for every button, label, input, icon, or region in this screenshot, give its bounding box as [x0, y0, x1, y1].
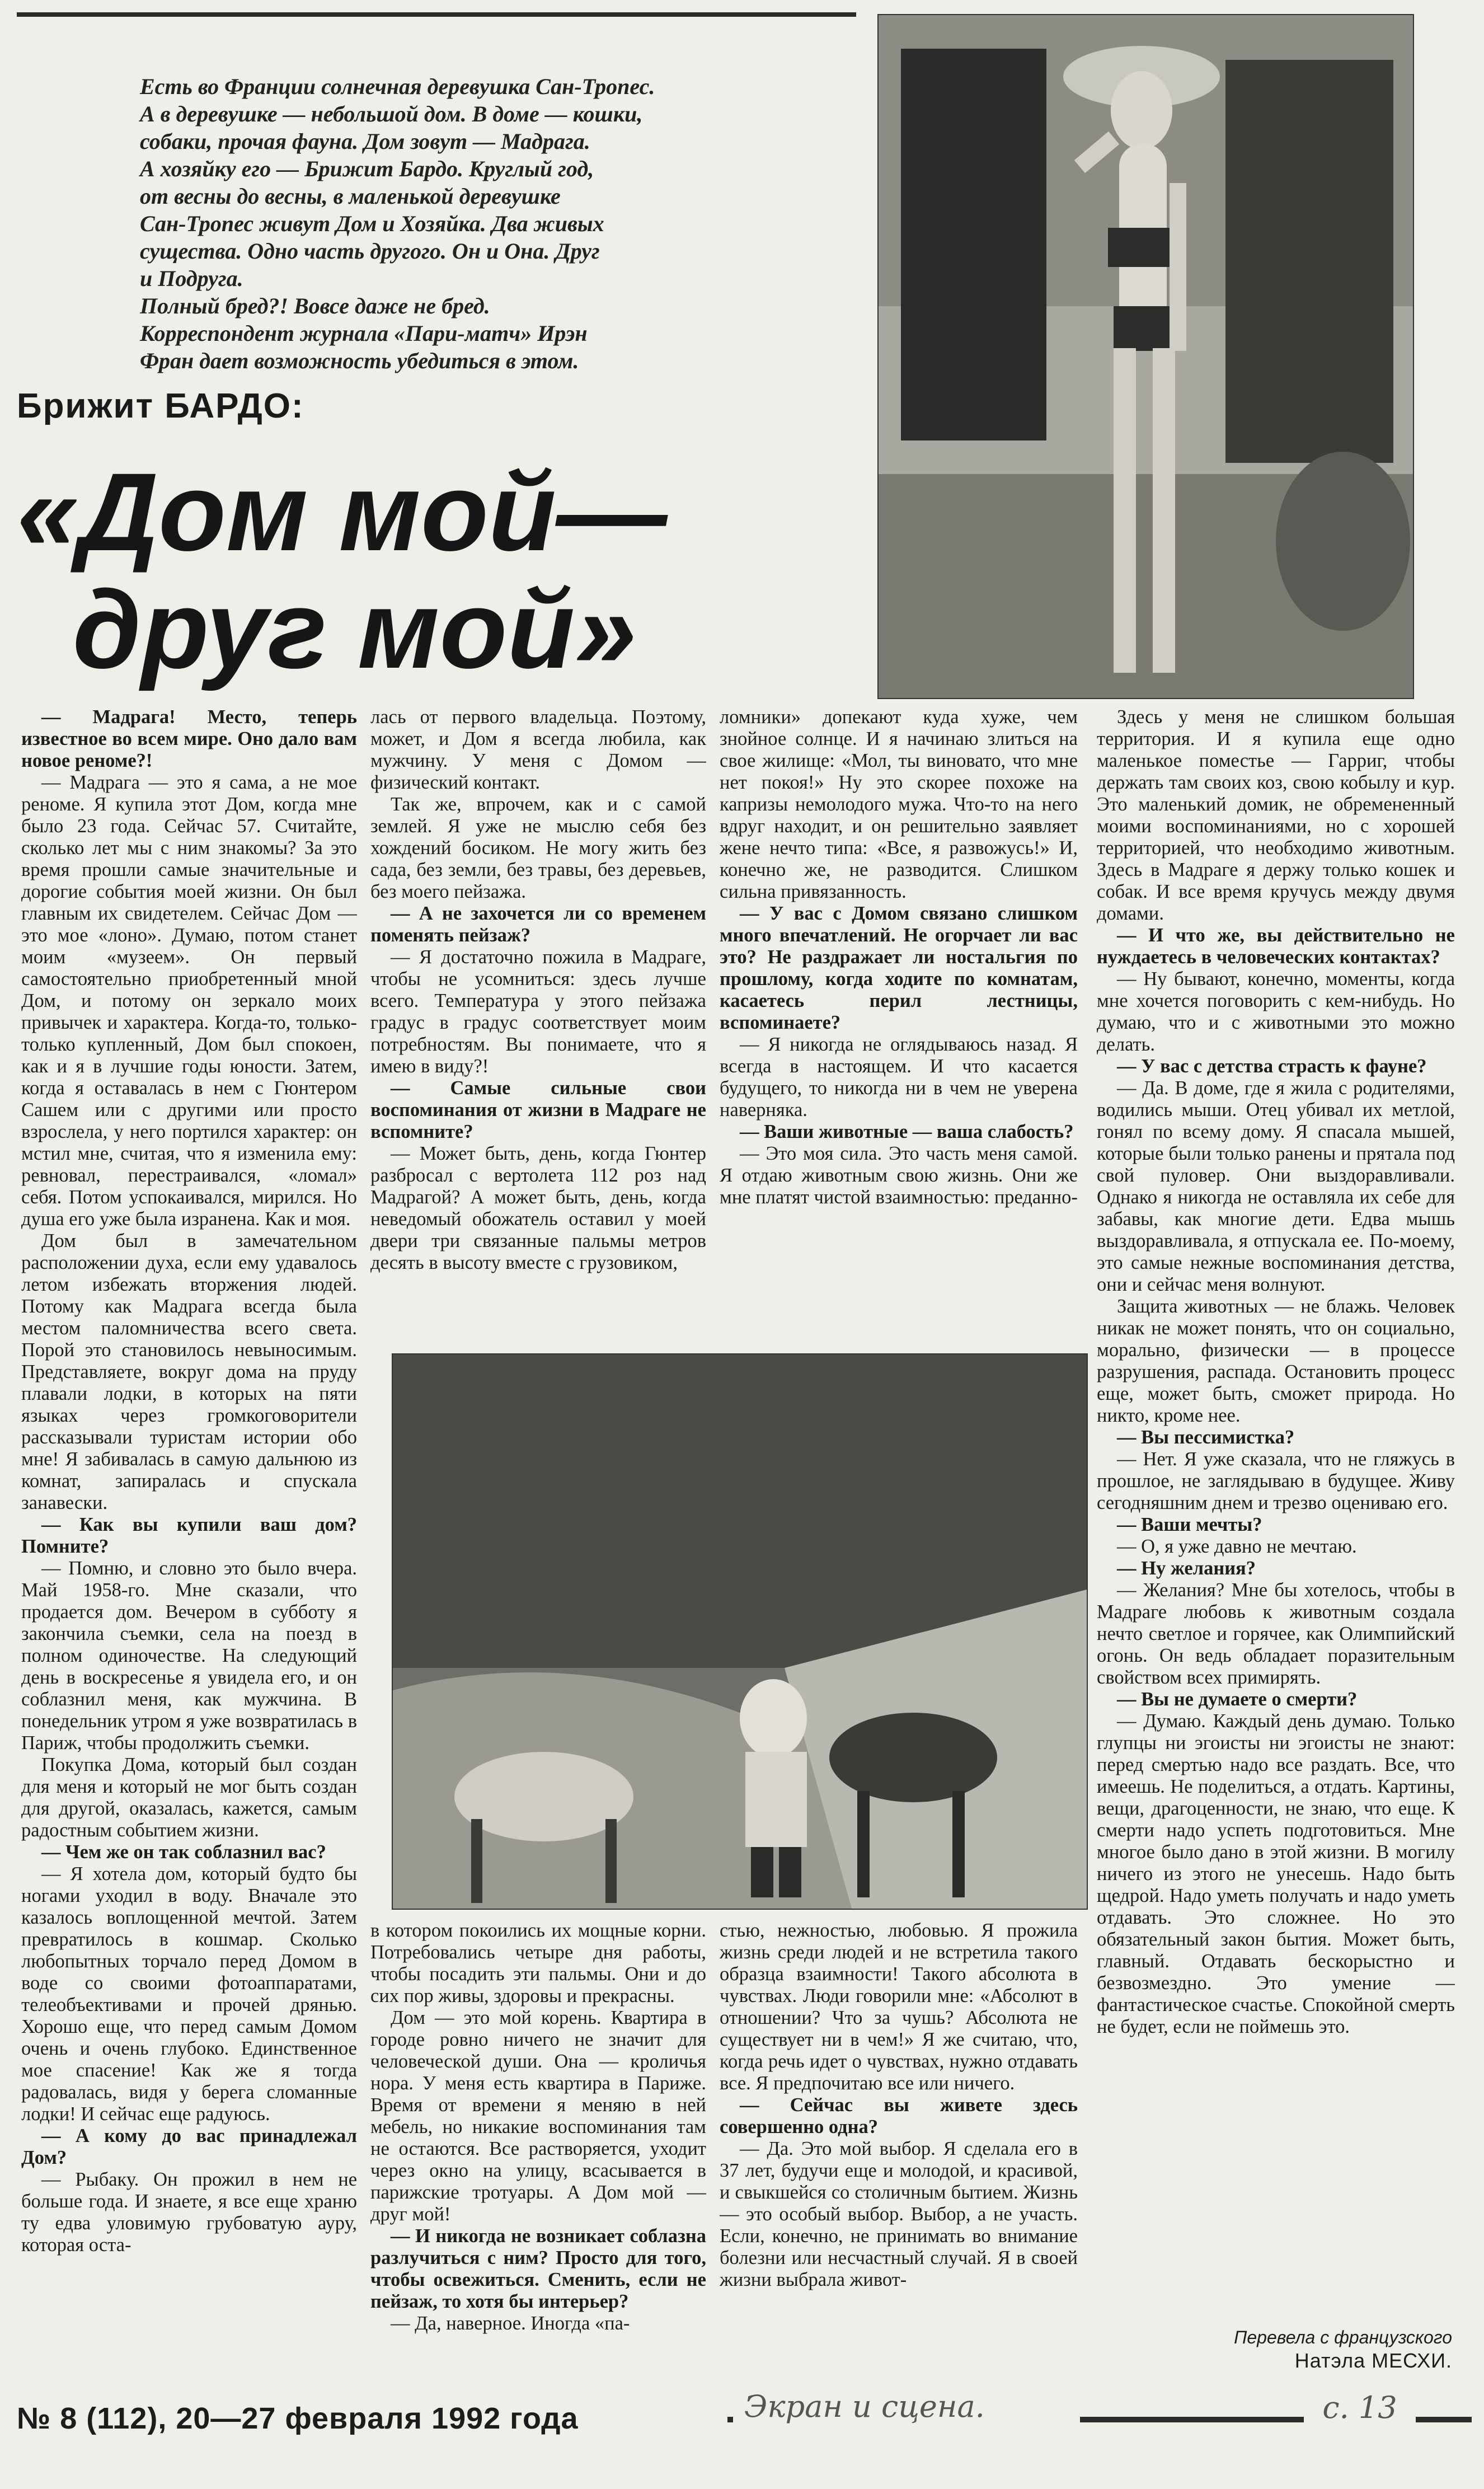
interview-question: — И что же, вы действительно не нуждаетесь в человеческих контактах? — [1097, 925, 1455, 968]
intro-line: Есть во Франции солнечная деревушка Сан-Тропес. — [140, 74, 655, 99]
intro-line: Сан-Тропес живут Дом и Хозяйка. Два живых — [140, 211, 604, 236]
headline-line-2: друг мой» — [73, 568, 637, 691]
headline-line-1: «Дом мой— — [17, 450, 667, 574]
credit-line: Перевела с французского — [1234, 2327, 1452, 2347]
article-paragraph: — Я хотела дом, который будто бы ногами уходил в воду. Вначале это казалось воплощенной мечтой. Затем превратилось в кошмар. Сколько любопытных торчало перед Домом в воде со своими фотоаппаратами, телеобъективами и прочей дрянью. Хорошо еще, что перед самым Домом очень и очень глубоко. Единственное мое спасение! Как же я тогда радовалась, видя у берега сломанные лодки! И сейчас еще радуюсь. — [21, 1863, 357, 2125]
translation-credit — [1139, 2326, 1452, 2373]
article-paragraph: — Это моя сила. Это часть меня самой. Я отдаю животным свою жизнь. Они же мне платят чистой взаимностью: преданно- — [720, 1143, 1078, 1208]
intro-line: А хозяйку его — Брижит Бардо. Круглый год, — [140, 156, 594, 181]
intro-line: собаки, прочая фауна. Дом зовут — Мадрага. — [140, 129, 590, 154]
intro-line: Полный бред?! Вовсе даже не бред. — [140, 293, 490, 318]
intro-line: и Подруга. — [140, 266, 243, 291]
article-paragraph: — Да, наверное. Иногда «па- — [370, 2313, 706, 2335]
headline — [17, 450, 867, 691]
top-rule — [17, 12, 856, 17]
kicker: Брижит БАРДО: — [17, 387, 304, 425]
article-paragraph: — Желания? Мне бы хотелось, чтобы в Мадраге любовь к животным создала нечто светлое и горячее, как Олимпийский огонь. Он ведь обладает поразительным свойством всех примирять. — [1097, 1579, 1455, 1689]
interview-question: — Сейчас вы живете здесь совершенно одна? — [720, 2094, 1078, 2138]
credit-author: Натэла МЕСХИ. — [1294, 2349, 1452, 2372]
intro-line: от весны до весны, в маленькой деревушке — [140, 184, 561, 209]
interview-question: — А кому до вас принадлежал Дом? — [21, 2125, 357, 2169]
article-column-2-top — [370, 706, 706, 1344]
article-paragraph: Защита животных — не блажь. Человек никак не может понять, что он социально, морально, физически — в процессе разрушения, распада. Остановить процесс еще, может быть, сможет природа. Но никто, кроме нее. — [1097, 1296, 1455, 1426]
interview-question: — Ваши мечты? — [1097, 1514, 1455, 1536]
article-paragraph: — Может быть, день, когда Гюнтер разбросал с вертолета 112 роз над Мадрагой? А может быть, день, когда неведомый обожатель оставил у моей двери три связанные пальмы метров десять в высоту вместе с грузовиком, — [370, 1143, 706, 1274]
intro-line: Корреспондент журнала «Пари-матч» Ирэн — [140, 321, 588, 346]
article-paragraph: — Я никогда не оглядываюсь назад. Я всегда в настоящем. И что касается будущего, то никогда ни в чем не уверена наверняка. — [720, 1034, 1078, 1121]
interview-question: — У вас с Домом связано слишком много впечатлений. Не огорчает ли вас это? Не раздражает ли ностальгия по прошлому, когда ходите по комнатам, касаетесь перил лестницы, вспоминаете? — [720, 903, 1078, 1034]
woman-with-goat-and-donkey-photo — [392, 1353, 1088, 1910]
article-paragraph: — Да. В доме, где я жила с родителями, водились мыши. Отец убивал их метлой, гонял по всему дому. Я спасала мышей, которые были только ранены и прятала под свой пуловер. Они выздоравливали. Однако я никогда не оставляла их себе для забавы, как многие дети. Едва мышь выздоравливала, я отпускала ее. По-моему, это самые нежные воспоминания детства, они и сейчас меня волнуют. — [1097, 1077, 1455, 1296]
article-column-3-top — [720, 706, 1078, 1344]
article-paragraph: Покупка Дома, который был создан для меня и который не мог быть создан для другой, оказалась, кажется, самым радостным событием жизни. — [21, 1754, 357, 1841]
article-paragraph: — Думаю. Каждый день думаю. Только глупцы ни эгоисты ни эгоисты не знают: перед смертью надо все раздать. Все, что имеешь. Не поделиться, а отдать. Картины, вещи, драгоценности, не знаю, что еще. К смерти надо успеть подготовиться. Мне многое было дано в этой жизни. В могилу ничего из этого не унесешь. Надо быть щедрой. Надо уметь получать и надо уметь отдавать. Это сложнее. Но это обязательный закон бытия. Может быть, главный. Отдавать бескорыстно и безвозмездно. Это умение — фантастическое счастье. Спокойной смерть не будет, если не поймешь это. — [1097, 1710, 1455, 2038]
article-paragraph: — Помню, и словно это было вчера. Май 1958-го. Мне сказали, что продается дом. Вечером в субботу я закончила съемки, села на поезд в полном одиночестве. На следующий день в воскресенье я увидела его, и он соблазнил меня, как мужчина. В понедельник утром я уже возвратилась в Париж, чтобы продолжить съемки. — [21, 1558, 357, 1754]
interview-question: — Чем же он так соблазнил вас? — [21, 1841, 357, 1863]
interview-question: — Как вы купили ваш дом? Помните? — [21, 1514, 357, 1558]
issue-footer: № 8 (112), 20—27 февраля 1992 года — [17, 2402, 579, 2435]
interview-question: — Самые сильные свои воспоминания от жизни в Мадраге не вспомните? — [370, 1077, 706, 1143]
article-paragraph: в котором покоились их мощные корни. Потребовались четыре дня работы, чтобы посадить эти пальмы. Они и до сих пор живы, здоровы и прекрасны. — [370, 1920, 706, 2007]
article-paragraph: Дом — это мой корень. Квартира в городе ровно ничего не значит для человеческой души. Она — кроличья нора. У меня есть квартира в Париже. Время от времени я меняю в ней мебель, но никакие воспоминания там не остаются. Все растворяется, уходит через окно на улицу, всасывается в парижские тротуары. А Дом мой — друг мой! — [370, 2007, 706, 2225]
article-paragraph: Дом был в замечательном расположении духа, если ему удавалось летом избежать вторжения людей. Потому как Мадрага всегда была местом паломничества всего света. Порой это становилось невыносимым. Представляете, вокруг дома на пруду плавали лодки, в которых на пяти языках через громкоговорители рассказывали туристам истории обо мне! Я забивалась в самую дальнюю из комнат, запиралась и спускала занавески. — [21, 1230, 357, 1513]
handwritten-title: Экран и сцена. — [733, 2389, 1080, 2434]
interview-question: — И никогда не возникает соблазна разлучиться с ним? Просто для того, чтобы освежиться. Сменить, если не пейзаж, то хотя бы интерьер? — [370, 2225, 706, 2313]
article-paragraph: Здесь у меня не слишком большая территория. И я купила еще одно маленькое поместье — Гарриг, чтобы держать там своих коз, свою кобылу и кур. Это маленький домик, не обремененный моими воспоминаниями, но с хорошей территорией, что необходимо животным. Здесь в Мадраге я держу только кошек и собак. И все время кручусь между двумя домами. — [1097, 706, 1455, 924]
interview-question: — Мадрага! Место, теперь известное во всем мире. Оно дало вам новое реноме?! — [21, 706, 357, 772]
article-paragraph: лась от первого владельца. Поэтому, может, и Дом я всегда любила, как мужчину. У меня с Домом — физический контакт. — [370, 706, 706, 793]
article-column-4 — [1097, 706, 1455, 2318]
intro-line: Фран дает возможность убедиться в этом. — [140, 348, 579, 373]
handwritten-page: с. 13 — [1304, 2390, 1416, 2435]
article-paragraph: стью, нежностью, любовью. Я прожила жизнь среди людей и не встретила такого образца взаимности! Такого абсолюта в чувствах. Люди говорили мне: «Абсолют в отношении? Что за чушь? Абсолюта не существует ни в чем!» Я же считаю, что, когда речь идет о чувствах, нужно отдавать все. Я предпочитаю все или ничего. — [720, 1920, 1078, 2094]
article-paragraph: — Я достаточно пожила в Мадраге, чтобы не усомниться: здесь лучше всего. Температура у этого пейзажа градус в градус соответствует моим потребностям. Вы понимаете, что я имею в виду?! — [370, 946, 706, 1077]
article-paragraph: — Да. Это мой выбор. Я сделала его в 37 лет, будучи еще и молодой, и красивой, и свыкшейся со столичным бытием. Жизнь — это особый выбор. Выбор, а не участь. Если, конечно, не принимать во внимание болезни или несчастный случай. Я в своей жизни выбрала живот- — [720, 2138, 1078, 2291]
article-paragraph: — Ну бывают, конечно, моменты, когда мне хочется поговорить с кем-нибудь. Но думаю, что и с животными это можно делать. — [1097, 968, 1455, 1056]
article-paragraph: — Мадрага — это я сама, а не мое реноме. Я купила этот Дом, когда мне было 23 года. Сейчас 57. Считайте, сколько лет мы с ним знакомы? За это время прошли самые значительные и дорогие события моей жизни. Он был главным их свидетелем. Сейчас Дом — это мое «лоно». Думаю, потом станет моим «музеем». Он первый самостоятельно приобретенный мной Дом, и потому он зеркало моих привычек и характера. Когда-то, только-только купленный, Дом был спокоен, как и я в лучшие годы юности. Затем, когда я оставалась в нем с Гюнтером Сашем или с другими или просто взрослела, у него портился характер: он мстил мне, считая, что я изменила ему: ревновал, перестраивался, «ломал» себя. Потом успокаивался, мирился. Но душа его уже была изранена. Как и моя. — [21, 772, 357, 1230]
bikini-portrait-photo — [877, 14, 1414, 699]
interview-question: — Ваши животные — ваша слабость? — [720, 1121, 1078, 1143]
article-column-2-bottom — [370, 1920, 706, 2379]
article-paragraph: ломники» допекают куда хуже, чем знойное солнце. И я начинаю злиться на свое жилище: «Мол, ты виновато, что мне нет покоя!» Ну это скорее похоже на капризы немолодого мужа. Что-то на него вдруг находит, и он решительно заявляет жене нечто типа: «Все, я развожусь!» И, конечно же, не разводится. Слишком сильна привязанность. — [720, 706, 1078, 902]
interview-question: — Вы не думаете о смерти? — [1097, 1689, 1455, 1710]
article-paragraph: Так же, впрочем, как и с самой землей. Я уже не мыслю себя без хождений босиком. Не могу жить без сада, без земли, без травы, без деревьев, без моего пейзажа. — [370, 794, 706, 902]
interview-question: — У вас с детства страсть к фауне? — [1097, 1056, 1455, 1077]
article-paragraph: — Нет. Я уже сказала, что не гляжусь в прошлое, не заглядываю в будущее. Живу сегодняшним днем и трезво оцениваю его. — [1097, 1449, 1455, 1514]
intro-line: существа. Одно часть другого. Он и Она. Друг — [140, 238, 600, 264]
interview-question: — Ну желания? — [1097, 1558, 1455, 1579]
interview-question: — А не захочется ли со временем поменять пейзаж? — [370, 903, 706, 946]
intro-lead — [140, 73, 867, 374]
article-paragraph: — Рыбаку. Он прожил в нем не больше года. И знаете, я все еще храню ту едва уловимую грубоватую ауру, которая оста- — [21, 2169, 357, 2256]
article-paragraph: — О, я уже давно не мечтаю. — [1097, 1536, 1455, 1558]
interview-question: — Вы пессимистка? — [1097, 1427, 1455, 1449]
intro-line: А в деревушке — небольшой дом. В доме — кошки, — [140, 101, 643, 126]
article-column-1 — [21, 706, 357, 2380]
article-column-3-bottom — [720, 1920, 1078, 2379]
